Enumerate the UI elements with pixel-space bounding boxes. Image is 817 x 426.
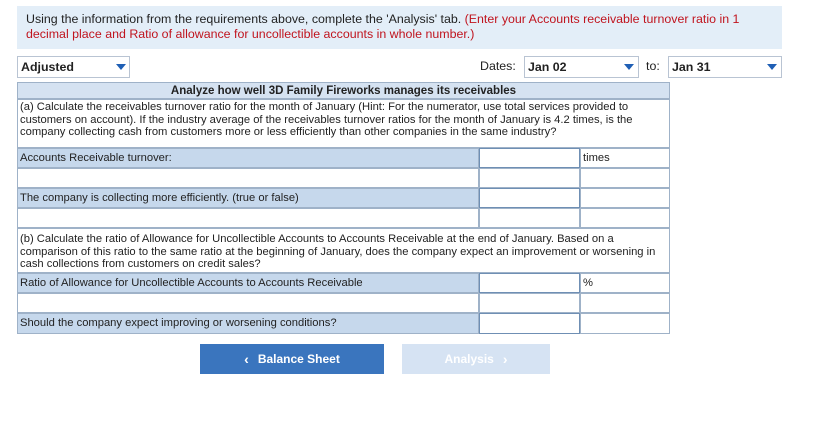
allowance-ratio-unit: % — [580, 273, 670, 293]
question-b: (b) Calculate the ratio of Allowance for Uncollectible Accounts to Accounts Receivable at the end of January. Based on a comparison of this ratio to the same ratio at the beginning of January, does the company expect an improvement or worsening in cash collections from customers on credit sales? — [17, 228, 670, 273]
allowance-ratio-input[interactable] — [479, 273, 580, 293]
empty-cell — [479, 208, 580, 228]
date-to-dropdown[interactable] — [668, 56, 782, 78]
ar-turnover-label: Accounts Receivable turnover: — [17, 148, 479, 168]
conditions-input[interactable] — [479, 313, 580, 334]
instructions-text: Using the information from the requirements above, complete the 'Analysis' tab. — [26, 12, 462, 26]
allowance-ratio-label: Ratio of Allowance for Uncollectible Accounts to Accounts Receivable — [17, 273, 479, 293]
date-from-dropdown[interactable] — [524, 56, 639, 78]
question-a: (a) Calculate the receivables turnover ratio for the month of January (Hint: For the numerator, use total services provided to customers on account). If the industry average of the receivables turnover ratios for the month of January is 4.2 times, is the company collecting cash from customers more or less efficiently than other companies in the same industry? — [17, 99, 670, 148]
chevron-left-icon: ‹ — [244, 351, 249, 367]
to-label: to: — [646, 59, 660, 73]
ar-turnover-input[interactable] — [479, 148, 580, 168]
adjusted-dropdown[interactable] — [17, 56, 130, 78]
empty-cell — [580, 188, 670, 208]
analysis-button-label: Analysis — [444, 352, 494, 366]
empty-cell — [479, 293, 580, 313]
date-from-value: Jan 02 — [528, 60, 567, 74]
efficiency-input[interactable] — [479, 188, 580, 208]
empty-cell — [580, 313, 670, 334]
instructions-note: (Enter your Accounts receivable turnover ratio in 1 decimal place and Ratio of allowance for uncollectible accounts in whole number.) — [26, 12, 740, 41]
instructions-panel — [17, 6, 782, 49]
chevron-down-icon — [116, 64, 126, 70]
empty-cell — [580, 168, 670, 188]
chevron-down-icon — [624, 64, 634, 70]
dates-label: Dates: — [480, 59, 516, 73]
empty-cell — [580, 208, 670, 228]
adjusted-dropdown-value: Adjusted — [21, 60, 75, 74]
efficiency-label: The company is collecting more efficiently. (true or false) — [17, 188, 479, 208]
chevron-down-icon — [767, 64, 777, 70]
date-to-value: Jan 31 — [672, 60, 711, 74]
empty-cell — [17, 208, 479, 228]
table-title: Analyze how well 3D Family Fireworks manages its receivables — [17, 82, 670, 99]
analysis-button[interactable] — [402, 344, 550, 374]
balance-sheet-button-label: Balance Sheet — [257, 352, 340, 366]
ar-turnover-unit: times — [580, 148, 670, 168]
empty-cell — [479, 168, 580, 188]
conditions-label: Should the company expect improving or worsening conditions? — [17, 313, 479, 334]
empty-cell — [17, 293, 479, 313]
empty-cell — [580, 293, 670, 313]
empty-cell — [17, 168, 479, 188]
balance-sheet-button[interactable] — [200, 344, 384, 374]
chevron-right-icon: › — [502, 351, 508, 367]
